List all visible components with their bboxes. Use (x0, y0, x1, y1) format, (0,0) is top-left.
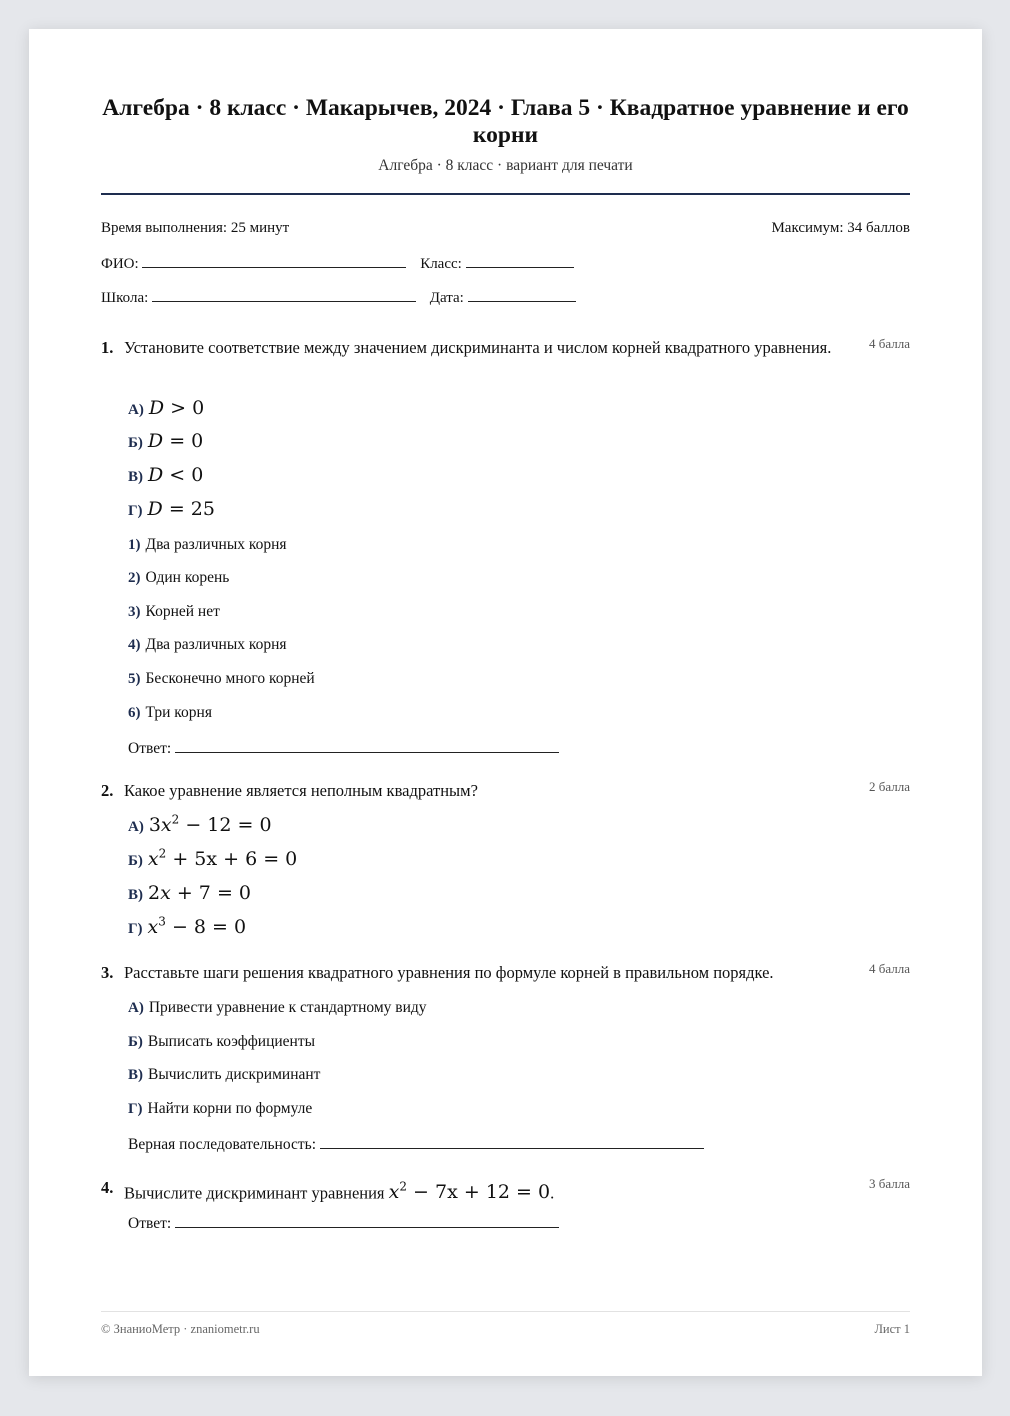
option-label: В) (128, 469, 143, 485)
option-math: $x^2 + 5x + 6 = 0$ (147, 847, 298, 871)
answer-label: Верная последовательность: (128, 1136, 317, 1153)
option-label: Г) (128, 921, 143, 938)
answer-label: Ответ: (128, 1215, 172, 1232)
option-label: Б) (128, 1034, 143, 1050)
footer-copyright: © ЗнаниоМетр · znaniometr.ru (101, 1322, 260, 1336)
option-label: А) (128, 1000, 144, 1016)
option-label: Г) (128, 1101, 143, 1117)
option-label: 4) (128, 637, 141, 653)
option-item (128, 1066, 320, 1084)
option-label: 5) (128, 671, 141, 687)
option-label: В) (128, 887, 143, 904)
question-3 (101, 959, 910, 986)
option-label: 2) (128, 570, 141, 586)
question-2 (101, 777, 910, 804)
option-text: Три корня (145, 704, 212, 721)
question-1 (101, 334, 910, 361)
option-math: D > 0 (148, 397, 205, 419)
match-left-item (128, 464, 203, 486)
question-number: 3. (101, 963, 114, 982)
question-number: 4. (101, 1178, 114, 1197)
option-item (128, 1033, 315, 1051)
option-text: Привести уравнение к стандартному виду (148, 999, 427, 1016)
option-label: А) (128, 819, 144, 836)
option-text: Выписать коэффициенты (147, 1033, 316, 1050)
header-divider (101, 193, 910, 195)
match-left-item (128, 430, 203, 452)
question-4 (101, 1174, 910, 1206)
question-equation: $x^2 - 7x + 12 = 0$ (388, 1180, 551, 1204)
option-label: 3) (128, 604, 141, 620)
question-points: 3 балла (869, 1176, 910, 1191)
question-number: 1. (101, 338, 114, 357)
option-item (128, 915, 246, 938)
answer-row (128, 1213, 559, 1233)
page-content (101, 29, 910, 1376)
class-field[interactable] (466, 253, 574, 268)
option-math: 2x + 7 = 0 (148, 882, 251, 905)
fio-field[interactable] (142, 253, 406, 268)
answer-label: Ответ: (128, 740, 172, 757)
question-number: 2. (101, 781, 114, 800)
question-3-header (101, 959, 910, 986)
question-text: Расставьте шаги решения квадратного уравнения по формуле корней в правильном порядке. (124, 963, 774, 982)
option-math: D = 0 (147, 430, 204, 452)
option-label: Б) (128, 435, 143, 451)
match-right-item (128, 536, 287, 554)
option-math: $3x^2 - 12 = 0$ (148, 813, 272, 837)
footer-page-number: Лист 1 (874, 1322, 910, 1336)
class-label: Класс: (420, 256, 462, 272)
answer-field[interactable] (175, 738, 559, 753)
question-period: . (550, 1183, 555, 1203)
option-text: Два различных корня (145, 536, 287, 553)
fio-row (101, 253, 574, 273)
match-right-item (128, 670, 315, 688)
max-score: Максимум: 34 баллов (771, 220, 910, 236)
question-1-header (101, 334, 910, 361)
date-field[interactable] (468, 287, 576, 302)
option-text: Бесконечно много корней (145, 670, 315, 687)
option-label: Г) (128, 503, 143, 519)
question-text: Вычислите дискриминант уравнения (124, 1183, 385, 1203)
option-label: В) (128, 1067, 143, 1083)
question-points: 2 балла (869, 779, 910, 794)
time-limit: Время выполнения: 25 минут (101, 220, 290, 236)
school-row (101, 287, 576, 307)
option-text: Вычислить дискриминант (148, 1066, 321, 1083)
option-label: А) (128, 402, 144, 418)
match-right-item (128, 569, 229, 587)
answer-field[interactable] (320, 1134, 704, 1149)
option-math: D < 0 (148, 464, 204, 486)
question-4-header (101, 1174, 910, 1206)
footer-divider (101, 1311, 910, 1312)
school-field[interactable] (152, 287, 416, 302)
school-label: Школа: (101, 290, 149, 306)
question-text: Установите соответствие между значением дискриминанта и числом корней квадратного уравнения. (124, 338, 832, 357)
option-item (128, 813, 272, 836)
option-label: Б) (128, 853, 143, 870)
option-text: Два различных корня (145, 636, 287, 653)
page-subtitle: Алгебра · 8 класс · вариант для печати (378, 157, 633, 174)
option-text: Найти корни по формуле (147, 1100, 313, 1117)
option-text: Один корень (145, 569, 230, 586)
option-item (128, 847, 297, 870)
option-item (128, 999, 427, 1017)
option-math: $x^3 - 8 = 0$ (147, 915, 247, 939)
option-label: 6) (128, 705, 141, 721)
option-label: 1) (128, 537, 141, 553)
question-text: Какое уравнение является неполным квадратным? (124, 781, 478, 800)
option-item (128, 881, 251, 904)
worksheet-page (29, 29, 982, 1376)
question-points: 4 балла (869, 336, 910, 351)
question-text-wrap (124, 1174, 838, 1206)
question-points: 4 балла (869, 961, 910, 976)
page-title: Алгебра · 8 класс · Макарычев, 2024 · Глава 5 · Квадратное уравнение и его корни (102, 95, 909, 148)
answer-row (128, 738, 559, 758)
match-left-item (128, 397, 204, 419)
option-item (128, 1100, 312, 1118)
fio-label: ФИО: (101, 256, 139, 272)
match-right-item (128, 704, 212, 722)
date-label: Дата: (429, 290, 464, 306)
match-right-item (128, 603, 220, 621)
option-math: D = 25 (147, 498, 215, 520)
question-2-header (101, 777, 910, 804)
answer-field[interactable] (175, 1213, 559, 1228)
answer-row (128, 1134, 704, 1154)
option-text: Корней нет (145, 603, 220, 620)
match-left-item (128, 498, 215, 520)
match-right-item (128, 636, 287, 654)
